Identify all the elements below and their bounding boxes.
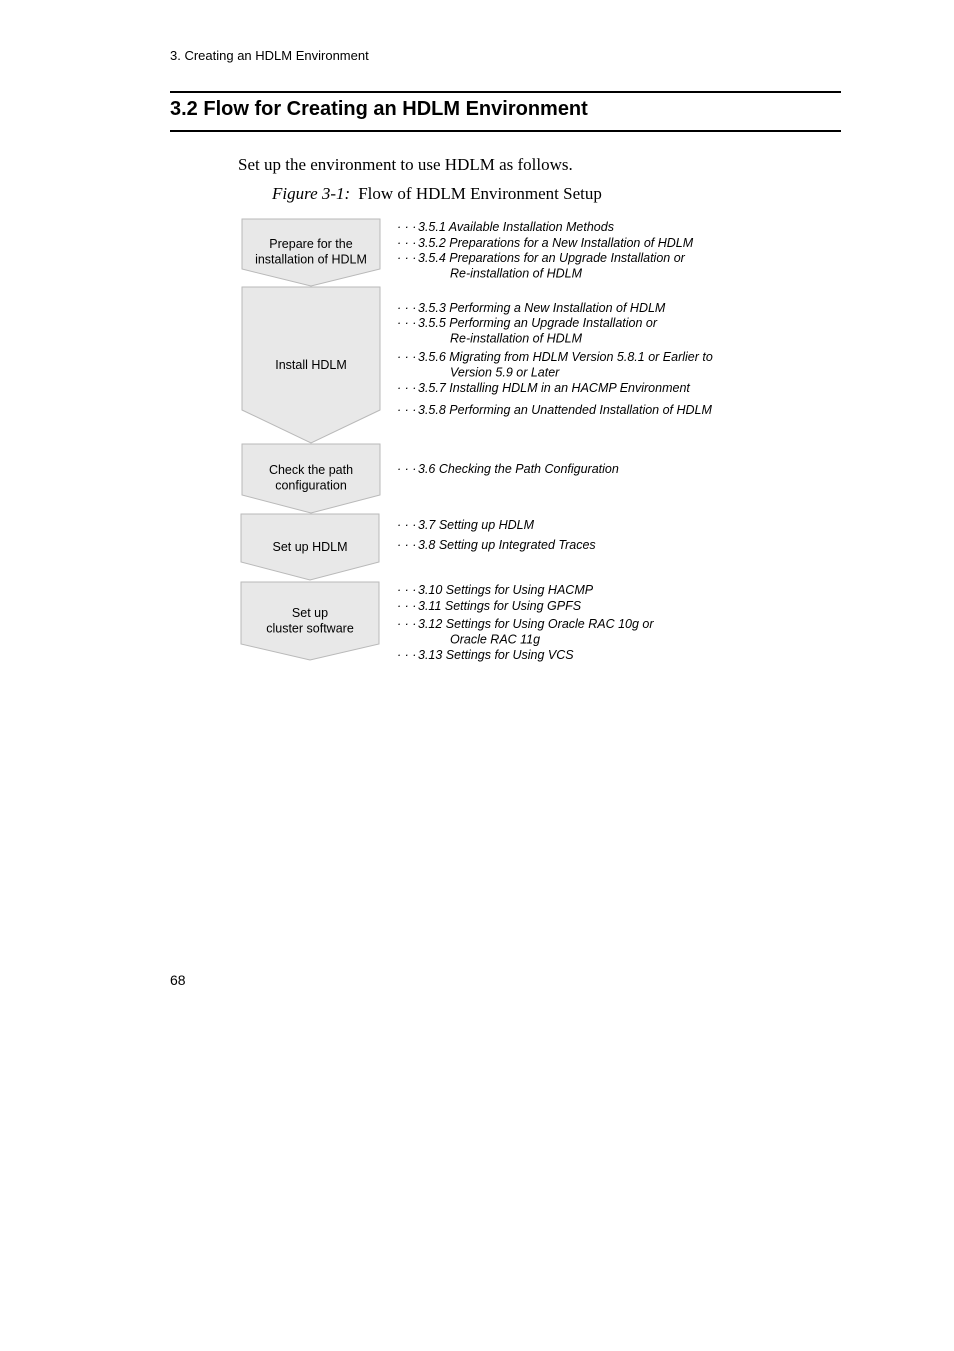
section-reference: Version 5.9 or Later xyxy=(450,365,560,380)
section-reference: 3.6 Checking the Path Configuration xyxy=(418,462,619,476)
reference-leader-dots: · · · xyxy=(397,599,417,613)
reference-leader-dots: · · · xyxy=(397,316,417,330)
intro-paragraph: Set up the environment to use HDLM as follows. xyxy=(238,155,573,174)
reference-leader-dots: · · · xyxy=(397,403,417,417)
running-header: 3. Creating an HDLM Environment xyxy=(170,48,369,63)
flow-step xyxy=(241,582,654,662)
flow-step xyxy=(241,514,596,580)
reference-leader-dots: · · · xyxy=(397,220,417,234)
section-reference: 3.5.7 Installing HDLM in an HACMP Environment xyxy=(418,381,690,395)
section-title: 3.2 Flow for Creating an HDLM Environment xyxy=(170,98,588,120)
reference-leader-dots: · · · xyxy=(397,462,417,476)
flow-step-label: Prepare for the xyxy=(269,237,353,251)
section-reference: 3.10 Settings for Using HACMP xyxy=(418,583,594,597)
flow-step-label: Set up xyxy=(291,606,329,620)
flow-step-label: Set up HDLM xyxy=(272,540,348,554)
flow-step xyxy=(242,444,619,513)
reference-leader-dots: · · · xyxy=(397,648,417,662)
reference-leader-dots: · · · xyxy=(397,518,417,532)
section-reference: Re-installation of HDLM xyxy=(450,331,582,346)
flow-step-label: cluster software xyxy=(266,621,354,636)
reference-leader-dots: · · · xyxy=(397,350,417,364)
section-reference: Re-installation of HDLM xyxy=(450,266,582,281)
section-reference: 3.5.2 Preparations for a New Installation of HDLM xyxy=(418,236,694,250)
section-reference: 3.7 Setting up HDLM xyxy=(418,518,535,532)
flow-step xyxy=(242,287,713,443)
reference-leader-dots: · · · xyxy=(397,583,417,597)
figure-title: Flow of HDLM Environment Setup xyxy=(358,184,602,203)
section-reference: 3.5.6 Migrating from HDLM Version 5.8.1 or Earlier to xyxy=(418,350,713,364)
flow-step-label: Install HDLM xyxy=(275,358,347,372)
section-reference: 3.5.8 Performing an Unattended Installation of HDLM xyxy=(418,403,712,417)
section-reference: 3.13 Settings for Using VCS xyxy=(418,648,574,662)
reference-leader-dots: · · · xyxy=(397,538,417,552)
section-reference: 3.8 Setting up Integrated Traces xyxy=(418,538,596,552)
flow-step-label: installation of HDLM xyxy=(255,252,367,267)
flow-step-label: configuration xyxy=(275,478,347,493)
reference-leader-dots: · · · xyxy=(397,381,417,395)
reference-leader-dots: · · · xyxy=(397,617,417,631)
flow-step-label: Check the path xyxy=(268,463,354,477)
flow-step xyxy=(242,219,694,286)
section-reference: Oracle RAC 11g xyxy=(450,632,541,647)
section-reference: 3.5.3 Performing a New Installation of HDLM xyxy=(418,301,666,315)
section-reference: 3.12 Settings for Using Oracle RAC 10g or xyxy=(418,617,654,631)
section-reference: 3.11 Settings for Using GPFS xyxy=(418,599,582,613)
reference-leader-dots: · · · xyxy=(397,251,417,265)
reference-leader-dots: · · · xyxy=(397,236,417,250)
page-number: 68 xyxy=(170,972,186,988)
section-reference: 3.5.5 Performing an Upgrade Installation or xyxy=(418,316,658,330)
figure-label: Figure 3-1: xyxy=(272,184,351,203)
reference-leader-dots: · · · xyxy=(397,301,417,315)
section-reference: 3.5.1 Available Installation Methods xyxy=(418,220,614,234)
section-reference: 3.5.4 Preparations for an Upgrade Installation or xyxy=(418,251,685,265)
